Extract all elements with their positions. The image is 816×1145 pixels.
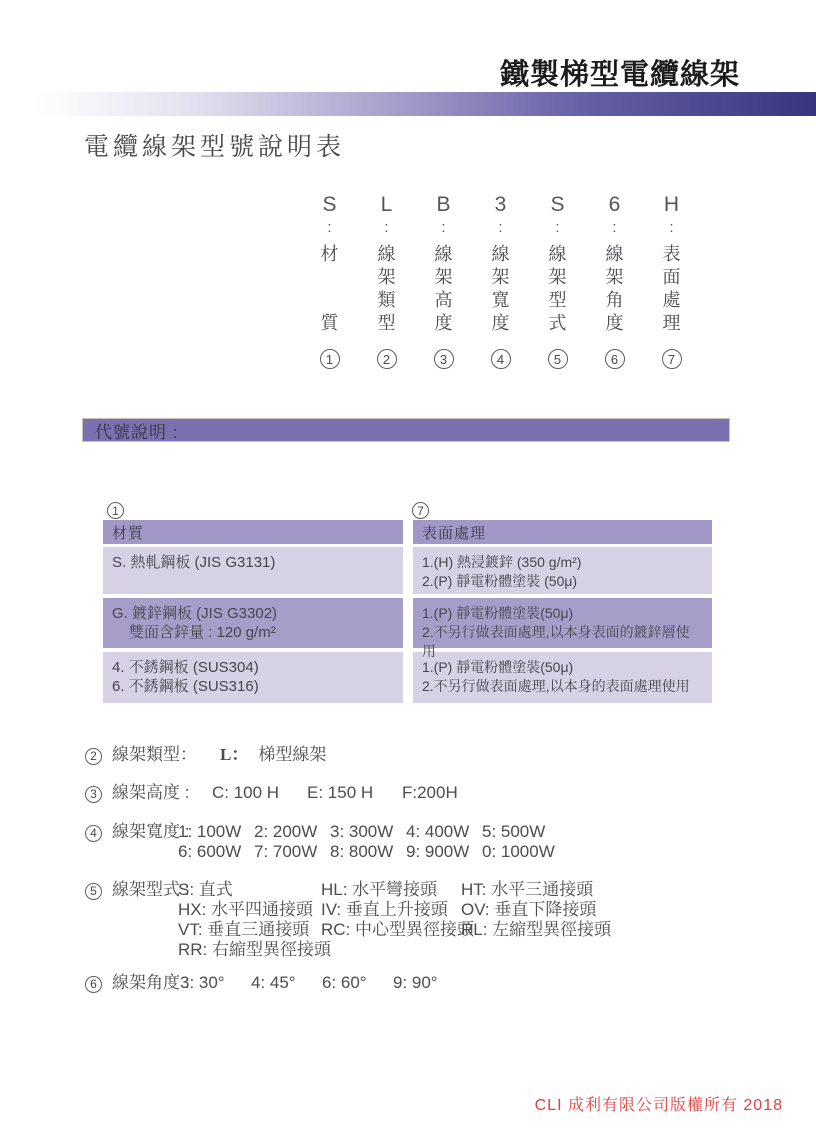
code-char: 理 — [662, 313, 681, 333]
code-letter: S — [550, 193, 565, 216]
circled-number: 1 — [320, 349, 340, 369]
material-table — [103, 520, 403, 707]
table-row-line: 1.(P) 靜電粉體塗裝(50μ) — [422, 659, 574, 675]
circled-number: 7 — [662, 349, 682, 369]
code-char: 質 — [320, 313, 339, 333]
code-char: 架 — [434, 267, 453, 287]
height-option: F:200H — [402, 783, 458, 802]
code-char: 線 — [377, 244, 396, 264]
list-number-badge — [85, 783, 112, 803]
footer-copyright: CLI 成利有限公司版權所有 2018 — [534, 1097, 783, 1114]
angle-option: 9: 90° — [393, 973, 438, 992]
doc-title: 鐵製梯型電纜線架 — [499, 59, 740, 91]
width-option: 4: 400W — [406, 822, 470, 841]
code-char: 寬 — [491, 290, 510, 310]
code-column-frame-type — [358, 193, 415, 369]
code-char: 型 — [548, 290, 567, 310]
table-row — [103, 652, 403, 703]
code-char: 式 — [548, 313, 567, 333]
code-letter: 3 — [494, 193, 507, 216]
surface-table-header: 表面處理 — [413, 520, 712, 544]
code-number-badge — [491, 349, 511, 369]
code-char: 線 — [548, 244, 567, 264]
list-item-frame-type — [85, 745, 326, 765]
style-option: RR: 右縮型異徑接頭 — [178, 940, 331, 959]
code-colon: : — [327, 219, 332, 236]
style-option: RL: 左縮型異徑接頭 — [461, 920, 612, 939]
code-char: 度 — [491, 313, 510, 333]
table-row — [103, 598, 403, 648]
list-number-badge — [85, 973, 112, 993]
code-number-badge — [434, 349, 454, 369]
code-char: 線 — [434, 244, 453, 264]
surface-table-number-badge: 7 — [412, 502, 429, 519]
code-char: 面 — [662, 267, 681, 287]
code-column-frame-style — [529, 193, 586, 369]
style-option: RC: 中心型異徑接頭 — [321, 920, 474, 939]
circled-number: 3 — [434, 349, 454, 369]
circled-number: 6 — [605, 349, 625, 369]
list-item-frame-style — [85, 880, 611, 960]
code-char: 角 — [605, 290, 624, 310]
code-char: 線 — [491, 244, 510, 264]
circled-number: 2 — [377, 349, 397, 369]
table-row — [413, 652, 712, 703]
angle-option: 3: 30° — [180, 973, 225, 992]
circled-number: 5 — [85, 883, 102, 900]
width-option: 6: 600W — [178, 842, 242, 861]
legend-label: 代號說明 : — [95, 422, 179, 442]
list-value — [178, 822, 558, 862]
code-char: 表 — [662, 244, 681, 264]
list-label: 線架寬度 : — [112, 822, 190, 841]
code-column-material — [301, 193, 358, 369]
height-option: E: 150 H — [307, 783, 374, 802]
code-char: 度 — [605, 313, 624, 333]
code-column-frame-width — [472, 193, 529, 369]
style-option: IV: 垂直上升接頭 — [321, 900, 448, 919]
table-row-line: 2.不另行做表面處理,以本身表面的鍍鋅層使用 — [422, 624, 690, 659]
list-number-badge — [85, 745, 112, 765]
width-option: 2: 200W — [254, 822, 318, 841]
width-option: 7: 700W — [254, 842, 318, 861]
list-number-badge — [85, 822, 112, 862]
code-colon: : — [612, 219, 617, 236]
list-label: 線架類型： — [112, 745, 197, 764]
code-char: 架 — [377, 267, 396, 287]
code-char: 架 — [605, 267, 624, 287]
material-table-header: 材質 — [103, 520, 403, 544]
code-letter: 6 — [608, 193, 621, 216]
table-row-line: 1.(H) 熱浸鍍鋅 (350 g/m²) — [422, 554, 582, 570]
circled-number: 4 — [85, 825, 102, 842]
list-item-frame-height — [85, 783, 458, 803]
style-option: S: 直式 — [178, 880, 233, 899]
table-row-line: G. 鍍鋅鋼板 (JIS G3302) — [112, 605, 278, 622]
code-colon: : — [555, 219, 560, 236]
width-option: 8: 800W — [330, 842, 394, 861]
width-option: 0: 1000W — [482, 842, 555, 861]
code-number-badge — [320, 349, 340, 369]
code-number-badge — [548, 349, 568, 369]
code-colon: : — [384, 219, 389, 236]
header-gradient-bar — [35, 92, 816, 116]
table-row-line: 2.(P) 靜電粉體塗裝 (50μ) — [422, 573, 578, 589]
code-char: 類 — [377, 290, 396, 310]
code-char: 架 — [491, 267, 510, 287]
table-row-line: 雙面含鋅量 : 120 g/m² — [129, 624, 276, 641]
code-char: 高 — [434, 290, 453, 310]
width-option: 5: 500W — [482, 822, 546, 841]
style-option: OV: 垂直下降接頭 — [461, 900, 597, 919]
table-row-line: 2.不另行做表面處理,以本身的表面處理使用 — [422, 678, 690, 694]
width-options-row — [178, 842, 558, 862]
style-option: HL: 水平彎接頭 — [321, 880, 438, 899]
table-row-line: 6. 不銹鋼板 (SUS316) — [112, 678, 259, 695]
code-char: 材 — [320, 244, 339, 264]
code-number-badge — [377, 349, 397, 369]
circled-number: 4 — [491, 349, 511, 369]
style-options-row — [178, 900, 611, 920]
list-value — [178, 783, 458, 803]
style-options-row — [178, 940, 611, 960]
list-value — [178, 973, 438, 993]
height-option: C: 100 H — [212, 783, 280, 802]
table-row-line: 1.(P) 靜電粉體塗裝(50μ) — [422, 605, 574, 621]
code-letter: L — [380, 193, 393, 216]
list-label: 線架型式 : — [112, 880, 190, 899]
type-value: 梯型線架 — [258, 745, 327, 764]
code-column-frame-height — [415, 193, 472, 369]
code-char: 架 — [548, 267, 567, 287]
list-label: 線架高度 : — [112, 783, 190, 802]
style-options-row — [178, 880, 611, 900]
style-option: HX: 水平四通接頭 — [178, 900, 314, 919]
table-row — [413, 598, 712, 659]
model-code-diagram — [301, 193, 700, 369]
circled-number: 5 — [548, 349, 568, 369]
width-options-row — [178, 822, 558, 842]
list-item-frame-angle — [85, 973, 438, 993]
list-number-badge — [85, 880, 112, 960]
type-code: L： — [220, 745, 249, 764]
list-label: 線架角度 : — [112, 973, 190, 992]
table-row-line: S. 熱軋鋼板 (JIS G3131) — [112, 554, 276, 571]
angle-option: 4: 45° — [251, 973, 296, 992]
table-row — [413, 547, 712, 594]
list-value — [200, 745, 326, 765]
circled-number: 6 — [85, 976, 102, 993]
width-option: 9: 900W — [406, 842, 470, 861]
code-column-surface — [643, 193, 700, 369]
code-letter: H — [663, 193, 680, 216]
surface-table — [413, 520, 712, 707]
code-char: 度 — [434, 313, 453, 333]
list-item-frame-width — [85, 822, 558, 862]
style-options-row — [178, 920, 611, 940]
list-value — [178, 880, 611, 960]
code-letter: S — [322, 193, 337, 216]
code-char: 處 — [662, 290, 681, 310]
angle-option: 6: 60° — [322, 973, 367, 992]
circled-number: 2 — [85, 748, 102, 765]
code-colon: : — [669, 219, 674, 236]
style-option: VT: 垂直三通接頭 — [178, 920, 310, 939]
code-colon: : — [441, 219, 446, 236]
code-char: 線 — [605, 244, 624, 264]
code-letter: B — [436, 193, 451, 216]
section-heading: 電纜線架型號說明表 — [84, 133, 346, 161]
circled-number: 3 — [85, 786, 102, 803]
width-option: 1: 100W — [178, 822, 242, 841]
code-colon: : — [498, 219, 503, 236]
material-table-number-badge: 1 — [107, 502, 124, 519]
width-option: 3: 300W — [330, 822, 394, 841]
legend-bar — [82, 418, 730, 442]
code-number-badge — [605, 349, 625, 369]
code-column-frame-angle — [586, 193, 643, 369]
style-option: HT: 水平三通接頭 — [461, 880, 594, 899]
code-char: 型 — [377, 313, 396, 333]
table-row — [103, 547, 403, 594]
code-number-badge — [662, 349, 682, 369]
table-row-line: 4. 不銹鋼板 (SUS304) — [112, 659, 259, 676]
